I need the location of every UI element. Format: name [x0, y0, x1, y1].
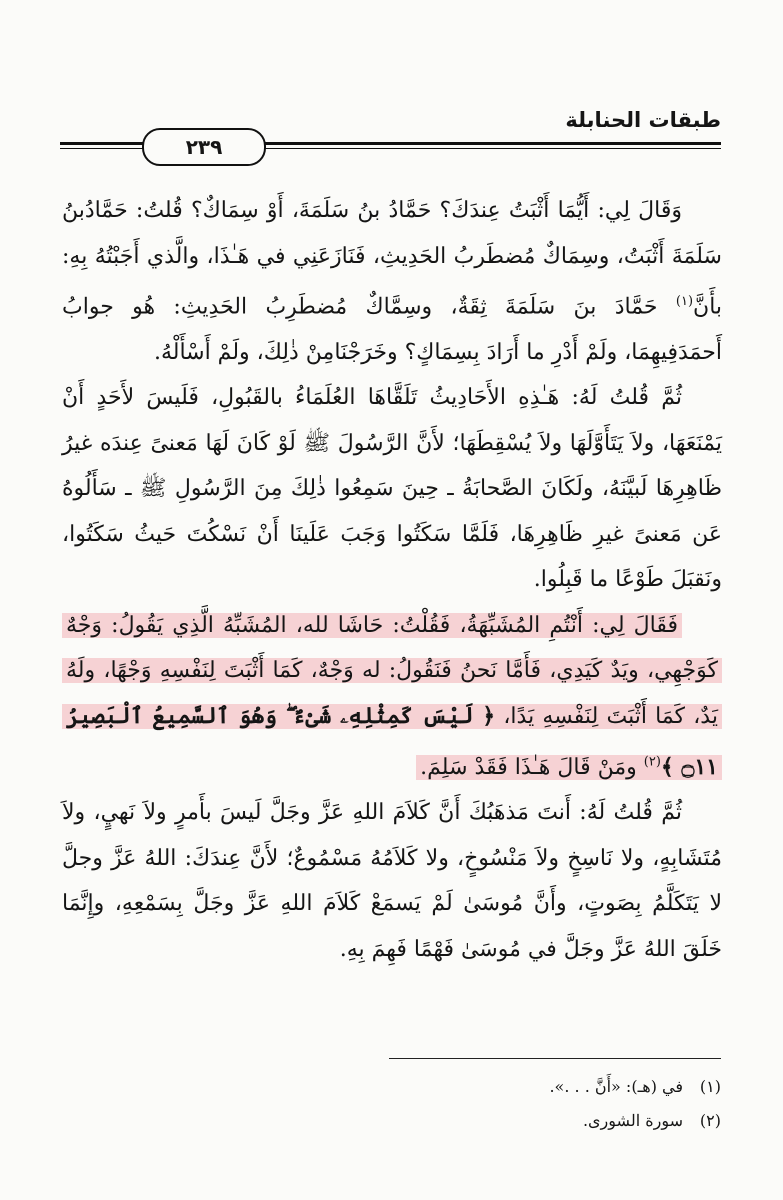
- running-title: طبقات الحنابلة: [565, 108, 721, 132]
- quran-verse: ﴿ لَيْسَ كَمِثْلِهِۦ شَىْءٌ ۖ وَهُوَ ٱلسَّمِيعُ ٱلْبَصِيرُ ۝١١ ﴾: [66, 702, 718, 780]
- page-number: ٢٣٩: [142, 128, 266, 166]
- paragraph-4: ثُمَّ قُلتُ لَهُ: أَنتَ مَذهَبُكَ أَنَّ كَلاَمَ اللهِ عَزَّ وجَلَّ لَيسَ بأَمرٍ ولاَ نَهيٍ، ولاَ مُتَشَابِهٍ، ولا نَاسِخٍ ولاَ مَنْسُوخٍ، ولا كَلاَمُهُ مَسْمُوعٌ؛ لأَنَّ عِندَكَ: اللهُ عَزَّ وجلَّ لا يَتَكَلَّمُ بِصَوتٍ، وأَنَّ مُوسَىٰ لَمْ يَسمَعْ كَلاَمَ اللهِ عَزَّ وجَلَّ بِسَمْعِهِ، وإِنَّمَا خَلَقَ اللهُ عَزَّ وجَلَّ في مُوسَىٰ فَهْمًا فَهِمَ بِهِ.: [62, 800, 722, 962]
- body-text: [62, 188, 722, 972]
- paragraph-2: ثُمَّ قُلتُ لَهُ: هَـٰذِهِ الأَحَادِيثُ تَلَقَّاهَا العُلَمَاءُ بالقَبُولِ، فَلَيسَ لأَحَدٍ أَنْ يَمْنَعَهَا، ولاَ يَتَأَوَّلَهَا ولاَ يُسْقِطَهَا؛ لأَنَّ الرَّسُولَ ﷺ لَوْ كَانَ لَهَا مَعنىً عِندَه غيرُ ظَاهِرِهَا لَبيَّنَهُ، ولَكَانَ الصَّحابَةُ ـ حِينَ سَمِعُوا ذٰلِكَ مِنَ الرَّسُولِ ﷺ ـ سَأَلُوهُ عَن مَعنىً غيرِ ظَاهِرِهَا، فَلَمَّا سَكَتُوا وَجَبَ عَلَينَا أَنْ نَسْكُتَ حَيثُ سَكَتُوا، ونَقبَلَ طَوْعًا ما قَبِلُوا.: [62, 385, 722, 593]
- footnote-2: (٢)سورة الشورى.: [582, 1111, 721, 1130]
- paragraph-3-highlighted: [62, 603, 722, 790]
- footnote-1: (١)في (هـ): «أَنَّ . . .».: [549, 1077, 721, 1096]
- footnote-ref-2: (٢): [643, 754, 661, 770]
- page-header: [60, 108, 721, 159]
- paragraph-1: وَقَالَ لِي: أَيُّمَا أَثْبَتُ عِندَكَ؟ حَمَّادُ بنُ سَلَمَةَ، أَوْ سِمَاكٌ؟ قُلتُ: حَمَّادُبنُ سَلَمَةَ أَثْبَتُ، وسِمَاكٌ مُضطَربُ الحَدِيثِ، فَنَازَعَنِي في هَـٰذَا، والَّذي أَجَبْتُهُ بِهِ: بأَنَّ$^{(١)}$ حَمَّادَ بنَ سَلَمَةَ ثِقَةٌ، وسِمَّاكٌ مُضطَرِبُ الحَدِيثِ: هُو جوابُ أَحمَدَفِيهِمَا، ولَمْ أَدْرِ ما أَرَادَ بِسِمَاكٍ؟ وخَرَجْنَامِنْ ذٰلِكَ، ولَمْ أَسْأَلْهُ.: [62, 198, 723, 365]
- footnote-ref-1: (١): [675, 294, 694, 309]
- highlighted-passage: فَقَالَ لِي: أَنْتُمِ المُشَبِّهَةُ، فَقُلْتُ: حَاشَا لله، المُشَبِّهُ الَّذِي يَقُولُ: وَجْهٌ كَوَجْهِي، ويَدٌ كَيَدِي، فَأَمَّا نَحنُ فَنَقُولُ: له وَجْهٌ، كَمَا أَثْبَتَ لِنَفْسِهِ وَجْهًا، ولَهُ يَدٌ، كَمَا أَثْبَتَ لِنَفْسِهِ يَدًا، ﴿ لَيْسَ كَمِثْلِهِۦ شَىْءٌ ۖ وَهُوَ ٱلسَّمِيعُ ٱلْبَصِيرُ ۝١١ ﴾$^{(٢)}$ ومَنْ قَالَ هَـٰذَا فَقَدْ سَلِمَ.: [62, 613, 722, 780]
- footnote-separator: [389, 1058, 721, 1059]
- footnotes: [61, 1070, 721, 1138]
